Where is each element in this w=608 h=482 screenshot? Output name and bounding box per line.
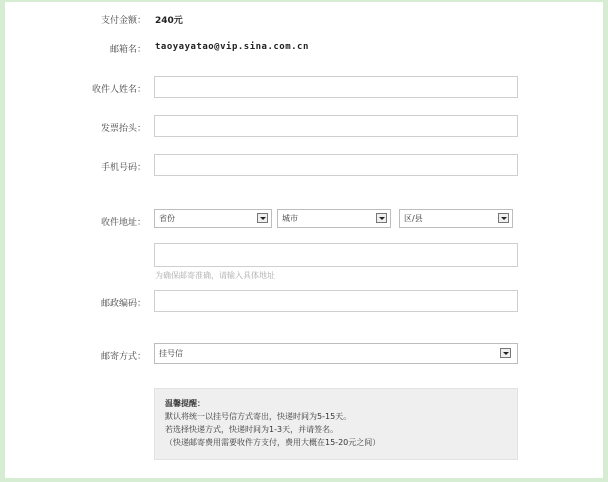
notice-line-3: （快递邮寄费用需要收件方支付，费用大概在15-20元之间） xyxy=(165,438,381,447)
payment-amount-label: 支付金额： xyxy=(100,16,146,26)
invoice-title-input[interactable] xyxy=(154,115,518,137)
invoice-title-label: 发票抬头： xyxy=(100,124,146,134)
district-select[interactable] xyxy=(399,209,513,228)
address-hint: 为确保邮寄准确，请输入具体地址 xyxy=(155,271,275,280)
city-select[interactable] xyxy=(277,209,391,228)
email-label: 邮箱名： xyxy=(109,45,146,55)
chevron-down-icon xyxy=(500,348,511,358)
postcode-label: 邮政编码： xyxy=(100,299,146,309)
address-detail-input[interactable] xyxy=(154,243,518,267)
chevron-down-icon xyxy=(498,213,509,223)
city-select-value: 城市 xyxy=(282,214,298,223)
notice-line-2: 若选择快递方式，快递时间为1-3天，并请签名。 xyxy=(165,425,339,434)
mail-method-select[interactable] xyxy=(154,343,518,364)
recipient-name-label: 收件人姓名： xyxy=(91,85,146,95)
address-label: 收件地址： xyxy=(100,218,146,228)
recipient-name-input[interactable] xyxy=(154,76,518,98)
notice-line-1: 默认将统一以挂号信方式寄出，快递时间为5-15天。 xyxy=(165,412,352,421)
payment-amount-value: 240元 xyxy=(155,16,183,26)
postcode-input[interactable] xyxy=(154,290,518,312)
district-select-value: 区/县 xyxy=(404,214,423,223)
phone-label: 手机号码： xyxy=(100,163,146,173)
mail-method-select-value: 挂号信 xyxy=(159,349,183,358)
email-value: taoyayatao@vip.sina.com.cn xyxy=(155,42,309,52)
chevron-down-icon xyxy=(257,213,268,223)
phone-input[interactable] xyxy=(154,154,518,176)
shipping-notice-box xyxy=(154,388,518,460)
notice-title: 温馨提醒： xyxy=(165,399,205,408)
chevron-down-icon xyxy=(376,213,387,223)
province-select-value: 省份 xyxy=(159,214,175,223)
province-select[interactable] xyxy=(154,209,272,228)
mail-method-label: 邮寄方式： xyxy=(100,352,146,362)
